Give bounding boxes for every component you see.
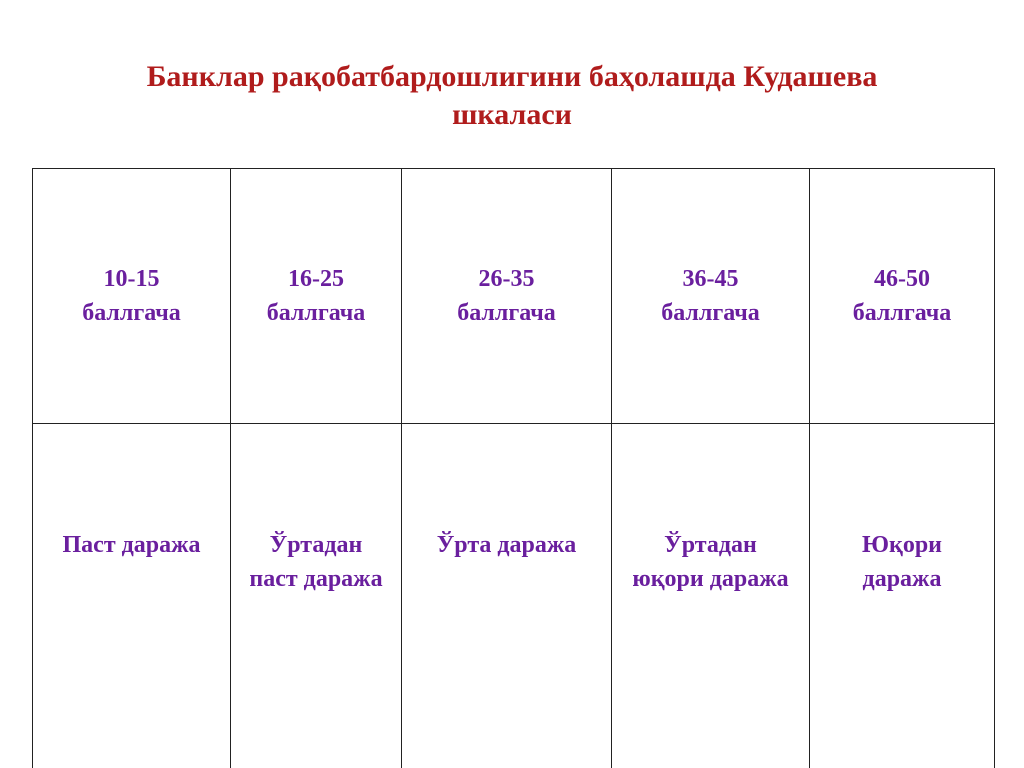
- level-label-line-1: Юқори: [861, 532, 943, 558]
- level-label-line-1: Паст даража: [62, 532, 201, 558]
- score-range-cell: [33, 169, 231, 424]
- score-range-cell: [810, 169, 995, 424]
- score-range-unit: баллгача: [661, 300, 760, 326]
- level-label-line-2: даража: [862, 566, 942, 592]
- slide-title: [60, 58, 964, 134]
- score-range-cell: [612, 169, 810, 424]
- score-range-unit: баллгача: [852, 300, 952, 326]
- level-cell: [810, 424, 995, 768]
- score-range-unit: баллгача: [266, 300, 366, 326]
- score-range-unit: баллгача: [457, 300, 556, 326]
- score-range-cell: [231, 169, 402, 424]
- level-cell: [231, 424, 402, 768]
- score-range-value: 36-45: [682, 266, 739, 292]
- level-cell: [402, 424, 612, 768]
- score-range-cell: [402, 169, 612, 424]
- level-label-line-2: юқори даража: [632, 566, 789, 592]
- slide-title-line-2: шкаласи: [452, 98, 572, 131]
- score-range-value: 10-15: [103, 266, 160, 292]
- level-label-line-1: Ўрта даража: [436, 532, 577, 558]
- score-range-row: [33, 169, 995, 424]
- level-cell: [612, 424, 810, 768]
- level-label-line-1: Ўртадан: [664, 532, 757, 558]
- score-range-unit: баллгача: [82, 300, 181, 326]
- slide-title-line-1: Банклар рақобатбардошлигини баҳолашда Кудашева: [146, 60, 878, 93]
- score-range-value: 26-35: [478, 266, 535, 292]
- competitiveness-level-row: [33, 424, 995, 768]
- kudasheva-scale-table: [32, 168, 995, 768]
- score-range-value: 46-50: [874, 266, 930, 292]
- level-label-line-2: паст даража: [249, 566, 383, 592]
- level-label-line-1: Ўртадан: [269, 532, 363, 558]
- score-range-value: 16-25: [288, 266, 344, 292]
- level-cell: [33, 424, 231, 768]
